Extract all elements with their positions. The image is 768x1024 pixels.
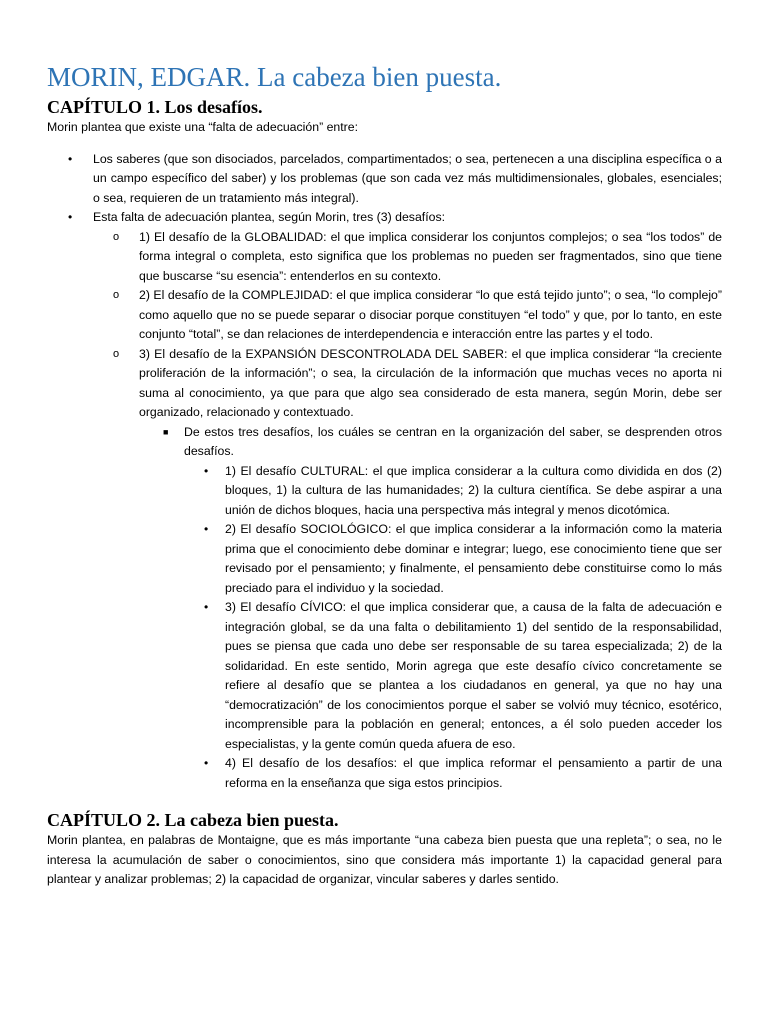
bullet-circle-icon: o bbox=[113, 347, 120, 360]
list-item bbox=[139, 423, 722, 794]
challenge-text: 2) El desafío de la COMPLEJIDAD: el que implica considerar “lo que está tejido junto”; o sea, “lo complejo” como aquello que no se puede separar o disociar porque constituyen “el todo” y que, por lo tanto, en este conjunto “total”, se dan relaciones de interdependencia e interacción entre las partes y el todo. bbox=[139, 288, 722, 341]
bullet-disc-icon: • bbox=[204, 600, 209, 614]
derived-challenge-text: 3) El desafío CÍVICO: el que implica considerar que, a causa de la falta de adecuación e integración global, se da una falta o debilitamiento 1) del sentido de la responsabilidad, pues se piensa que cada uno debe ser responsable de su tarea especializada; 2) de la solidaridad. En este sentido, Morin agrega que este desafío cívico concretamente se refiere al desafío que se plantea a los ciudadanos en general, ya que no hay una “democratización” de los conocimientos porque el saber se volvió muy técnico, esotérico, incomprensible para la población en general; entonces, a él solo pueden acceder los especialistas, y la gente común queda afuera de eso. bbox=[225, 600, 722, 751]
bullet-disc-icon: • bbox=[204, 756, 209, 770]
derived-challenge-text: 4) El desafío de los desafíos: el que implica reformar el pensamiento a partir de una reforma en la enseñanza que siga estos principios. bbox=[225, 756, 722, 790]
list-item-text: Los saberes (que son disociados, parcelados, compartimentados; o sea, pertenecen a una disciplina específica o a un campo específico del saber) y los problemas (que son cada vez más multidimensionales, globales, esenciales; o sea, requieren de un tratamiento más integral). bbox=[93, 151, 722, 205]
bullet-disc-icon: • bbox=[204, 463, 209, 478]
list-item bbox=[92, 345, 722, 794]
derived-intro-text: De estos tres desafíos, los cuáles se centran en la organización del saber, se desprenden otros desafíos. bbox=[184, 424, 722, 458]
list-item bbox=[184, 754, 722, 793]
bullet-disc-icon: • bbox=[68, 151, 73, 166]
derived-challenge-text: 1) El desafío CULTURAL: el que implica considerar a la cultura como dividida en dos (2) bloques, 1) la cultura de las humanidades; 2) la cultura científica. Se debe aspirar a una unión de dichos bloques, hacia una perspectiva más integral y menos dicotómica. bbox=[225, 463, 722, 517]
bullet-circle-icon: o bbox=[113, 289, 120, 301]
list-item-text: Esta falta de adecuación plantea, según Morin, tres (3) desafíos: bbox=[93, 210, 446, 224]
challenges-list bbox=[93, 228, 722, 794]
chapter-1-heading: CAPÍTULO 1. Los desafíos. bbox=[47, 97, 263, 117]
bullet-circle-icon: o bbox=[113, 230, 120, 243]
chapter-2-text: Morin plantea, en palabras de Montaigne, que es más importante “una cabeza bien puesta que una repleta”; o sea, no le interesa la acumulación de saber o conocimientos, sino que considera más importante 1) la capacidad general para plantear y analizar problemas; 2) la capacidad de organizar, vincular saberes y darles sentido. bbox=[47, 833, 722, 886]
list-item bbox=[184, 520, 722, 598]
bullet-disc-icon: • bbox=[204, 522, 209, 536]
list-item bbox=[92, 228, 722, 287]
chapter-2-heading: CAPÍTULO 2. La cabeza bien puesta. bbox=[47, 810, 339, 830]
derived-intro-list bbox=[139, 423, 722, 794]
chapter-1-intro: Morin plantea que existe una “falta de adecuación” entre: bbox=[47, 120, 359, 134]
list-item bbox=[47, 150, 722, 209]
list-item bbox=[184, 462, 722, 521]
list-item bbox=[47, 208, 722, 793]
derived-challenge-text: 2) El desafío SOCIOLÓGICO: el que implica considerar a la información como la materia prima que el conocimiento debe dominar e integrar; luego, ese conocimiento tiene que ser revisado por el pensamiento; y finalmente, el pensamiento debe constituirse como lo más preciado para el individuo y la sociedad. bbox=[225, 522, 722, 595]
challenge-text: 1) El desafío de la GLOBALIDAD: el que implica considerar los conjuntos complejos; o sea “los todos” de forma integral o completa, esto significa que los problemas no pueden ser fragmentados, sino que tiene que buscarse “su esencia”: entenderlos en su contexto. bbox=[139, 229, 722, 283]
derived-challenges-list bbox=[184, 462, 722, 794]
main-list bbox=[47, 150, 722, 794]
list-item bbox=[184, 598, 722, 754]
bullet-disc-icon: • bbox=[68, 210, 73, 224]
list-item bbox=[92, 286, 722, 345]
document-title: MORIN, EDGAR. La cabeza bien puesta. bbox=[47, 62, 502, 92]
bullet-square-icon: ■ bbox=[163, 426, 169, 437]
challenge-text: 3) El desafío de la EXPANSIÓN DESCONTROLADA DEL SABER: el que implica considerar “la creciente proliferación de la información”; o sea, la circulación de la información que muchas veces no aporta ni suma al conocimiento, ya que para que algo sea considerado de esta manera, según Morin, debe ser organizado, relacionado y contextuado. bbox=[139, 346, 722, 419]
